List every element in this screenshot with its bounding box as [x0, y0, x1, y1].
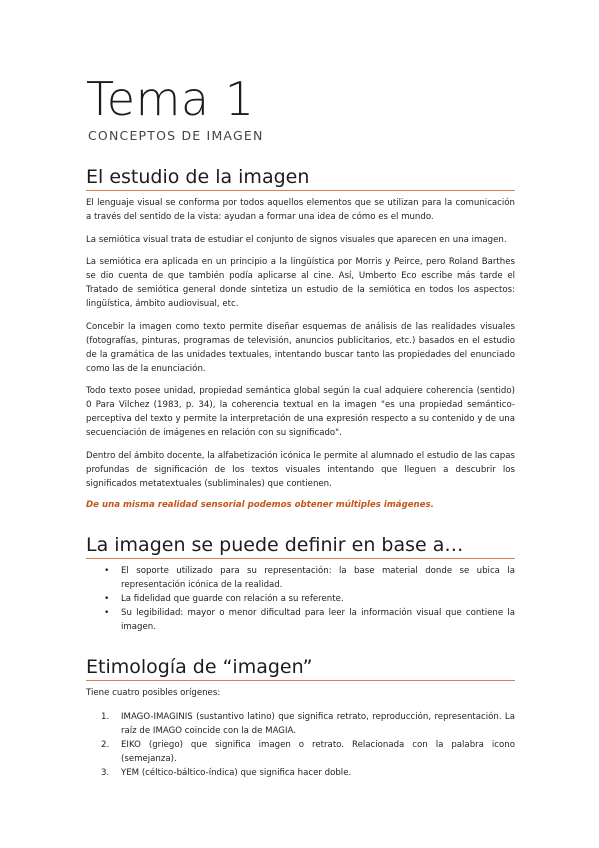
item-number: 1.	[101, 712, 110, 722]
item-number: 3.	[101, 768, 110, 778]
section-heading-estudio: El estudio de la imagen	[86, 166, 310, 188]
origins-list	[101, 710, 515, 780]
definition-list	[104, 564, 515, 634]
section-heading-definir: La imagen se puede definir en base a…	[86, 534, 464, 556]
list-item: 3. YEM (céltico-báltico-índica) que significa hacer doble.	[101, 768, 352, 778]
section-rule	[86, 190, 515, 191]
list-item: • Su legibilidad: mayor o menor dificultad para leer la información visual que contiene la imagen.	[104, 608, 515, 632]
section-rule	[86, 558, 515, 559]
list-item: 2. EIKO (griego) que significa imagen o retrato. Relacionada con la palabra icono (semejanza).	[101, 740, 515, 764]
list-item: • La fidelidad que guarde con relación a su referente.	[104, 594, 344, 604]
paragraph: La semiótica visual trata de estudiar el conjunto de signos visuales que aparecen en una imagen.	[86, 235, 507, 245]
section-heading-etimologia: Etimología de “imagen”	[86, 656, 313, 678]
bullet-icon: •	[104, 608, 110, 618]
item-number: 2.	[101, 740, 110, 750]
emphasis-statement: De una misma realidad sensorial podemos obtener múltiples imágenes.	[86, 500, 434, 510]
intro-text: Tiene cuatro posibles orígenes:	[86, 688, 221, 698]
list-item: • El soporte utilizado para su representación: la base material donde se ubica la representación icónica de la realidad.	[104, 566, 515, 590]
paragraph: La semiótica era aplicada en un principio a la lingüística por Morris y Peirce, pero Roland Barthes se dio cuenta de que también podía aplicarse al cine. Así, Umberto Eco escribe más tarde el Tratado de semiótica general donde sintetiza un estudio de la semiótica en todos los aspectos: lingüística, ámbito audiovisual, etc.	[86, 257, 515, 309]
page-title: Tema 1	[86, 72, 255, 126]
paragraph: Concebir la imagen como texto permite diseñar esquemas de análisis de las realidades visuales (fotografías, pinturas, programas de televisión, anuncios publicitarios, etc.) basados en el estudio de la gramática de las unidades textuales, intentando buscar tanto las propiedades del enunciado como las de la enunciación.	[86, 322, 515, 374]
list-item: 1. IMAGO-IMAGINIS (sustantivo latino) que significa retrato, reproducción, representación. La raíz de IMAGO coincide con la de MAGIA.	[101, 712, 515, 736]
section-rule	[86, 680, 515, 681]
paragraph: Dentro del ámbito docente, la alfabetización icónica le permite al alumnado el estudio de las capas profundas de significación de los textos visuales intentando que lleguen a descubrir los significados metatextuales (subliminales) que contienen.	[86, 451, 515, 489]
paragraph: El lenguaje visual se conforma por todos aquellos elementos que se utilizan para la comunicación a través del sentido de la vista: ayudan a formar una idea de cómo es el mundo.	[86, 198, 515, 222]
bullet-icon: •	[104, 566, 110, 576]
bullet-icon: •	[104, 594, 110, 604]
page-subtitle: CONCEPTOS DE IMAGEN	[88, 128, 264, 143]
paragraph: Todo texto posee unidad, propiedad semántica global según la cual adquiere coherencia (sentido) 0 Para Vilchez (1983, p. 34), la coherencia textual en la imagen "es una propiedad semántico-perceptiva del texto y permite la interpretación de una expresión respecto a su contenido y de una secuenciación de imágenes en relación con su significado".	[86, 386, 515, 438]
